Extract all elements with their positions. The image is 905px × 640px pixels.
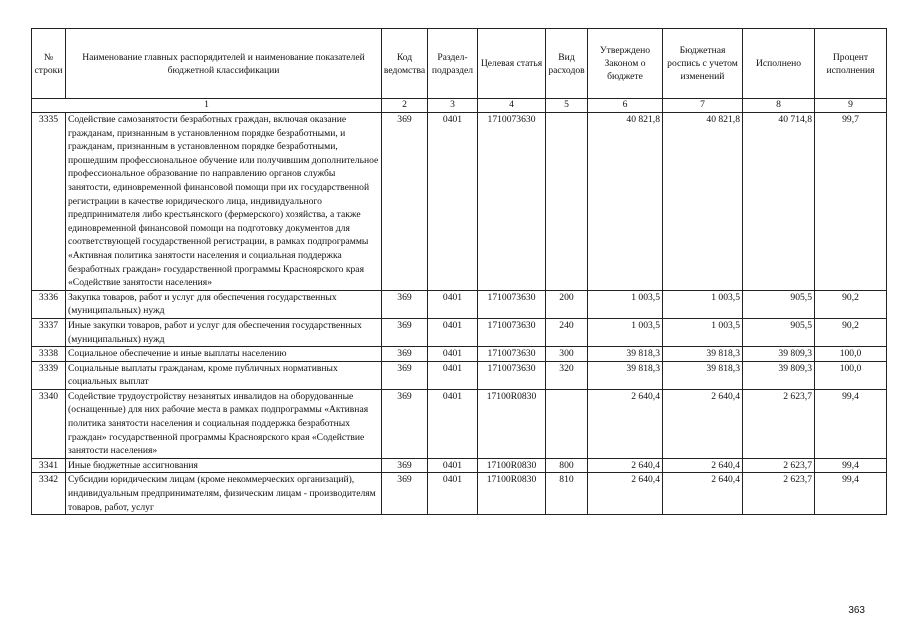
header-row-no: № строки bbox=[32, 29, 66, 99]
row-expense-type: 320 bbox=[546, 361, 588, 389]
row-execution-percent: 100,0 bbox=[815, 361, 887, 389]
row-section-code: 0401 bbox=[428, 318, 478, 346]
row-executed-amount: 39 809,3 bbox=[743, 347, 815, 362]
column-number-row bbox=[32, 99, 887, 113]
row-approved-amount: 2 640,4 bbox=[588, 473, 663, 515]
row-approved-amount: 2 640,4 bbox=[588, 458, 663, 473]
row-executed-amount: 40 714,8 bbox=[743, 113, 815, 291]
row-budget-list-amount: 2 640,4 bbox=[663, 458, 743, 473]
row-number: 3338 bbox=[32, 347, 66, 362]
row-executed-amount: 2 623,7 bbox=[743, 473, 815, 515]
row-section-code: 0401 bbox=[428, 458, 478, 473]
row-target-code: 1710073630 bbox=[478, 290, 546, 318]
row-dept-code: 369 bbox=[382, 347, 428, 362]
row-name: Иные закупки товаров, работ и услуг для обеспечения государственных (муниципальных) нужд bbox=[66, 318, 382, 346]
row-dept-code: 369 bbox=[382, 318, 428, 346]
row-approved-amount: 1 003,5 bbox=[588, 290, 663, 318]
table-row bbox=[32, 113, 887, 291]
column-number: 8 bbox=[743, 99, 815, 113]
header-percent: Процент исполнения bbox=[815, 29, 887, 99]
row-target-code: 17100R0830 bbox=[478, 473, 546, 515]
table-row bbox=[32, 347, 887, 362]
row-dept-code: 369 bbox=[382, 473, 428, 515]
page-number: 363 bbox=[848, 605, 865, 616]
row-target-code: 17100R0830 bbox=[478, 458, 546, 473]
row-expense-type bbox=[546, 389, 588, 458]
row-expense-type: 810 bbox=[546, 473, 588, 515]
row-name: Содействие трудоустройству незанятых инвалидов на оборудованные (оснащенные) для них рабочие места в рамках подпрограммы «Активная политика занятости населения и социальная поддержка безработных граждан» государственной программы Красноярского края «Содействие занятости населения» bbox=[66, 389, 382, 458]
row-approved-amount: 39 818,3 bbox=[588, 361, 663, 389]
header-target: Целевая статья bbox=[478, 29, 546, 99]
row-name: Закупка товаров, работ и услуг для обеспечения государственных (муниципальных) нужд bbox=[66, 290, 382, 318]
row-expense-type bbox=[546, 113, 588, 291]
row-section-code: 0401 bbox=[428, 361, 478, 389]
row-budget-list-amount: 40 821,8 bbox=[663, 113, 743, 291]
column-number: 1 bbox=[32, 99, 382, 113]
header-approved: Утверждено Законом о бюджете bbox=[588, 29, 663, 99]
table-row bbox=[32, 458, 887, 473]
budget-execution-table bbox=[31, 28, 887, 515]
row-approved-amount: 1 003,5 bbox=[588, 318, 663, 346]
column-number: 3 bbox=[428, 99, 478, 113]
row-target-code: 1710073630 bbox=[478, 318, 546, 346]
row-execution-percent: 99,4 bbox=[815, 389, 887, 458]
table-row bbox=[32, 290, 887, 318]
row-budget-list-amount: 39 818,3 bbox=[663, 347, 743, 362]
table-row bbox=[32, 318, 887, 346]
row-approved-amount: 39 818,3 bbox=[588, 347, 663, 362]
row-executed-amount: 2 623,7 bbox=[743, 458, 815, 473]
column-number: 2 bbox=[382, 99, 428, 113]
header-name: Наименование главных распорядителей и наименование показателей бюджетной классификации bbox=[66, 29, 382, 99]
header-exp-type: Вид расходов bbox=[546, 29, 588, 99]
row-number: 3336 bbox=[32, 290, 66, 318]
table-row bbox=[32, 473, 887, 515]
column-number: 4 bbox=[478, 99, 546, 113]
row-section-code: 0401 bbox=[428, 290, 478, 318]
row-section-code: 0401 bbox=[428, 389, 478, 458]
header-executed: Исполнено bbox=[743, 29, 815, 99]
row-expense-type: 300 bbox=[546, 347, 588, 362]
row-budget-list-amount: 2 640,4 bbox=[663, 473, 743, 515]
row-budget-list-amount: 1 003,5 bbox=[663, 290, 743, 318]
row-dept-code: 369 bbox=[382, 389, 428, 458]
row-target-code: 1710073630 bbox=[478, 347, 546, 362]
row-dept-code: 369 bbox=[382, 458, 428, 473]
row-execution-percent: 90,2 bbox=[815, 290, 887, 318]
row-execution-percent: 99,4 bbox=[815, 473, 887, 515]
row-name: Социальные выплаты гражданам, кроме публичных нормативных социальных выплат bbox=[66, 361, 382, 389]
row-budget-list-amount: 2 640,4 bbox=[663, 389, 743, 458]
header-row bbox=[32, 29, 887, 99]
row-number: 3342 bbox=[32, 473, 66, 515]
row-execution-percent: 99,4 bbox=[815, 458, 887, 473]
header-budget-list: Бюджетная роспись с учетом изменений bbox=[663, 29, 743, 99]
column-number: 9 bbox=[815, 99, 887, 113]
row-expense-type: 240 bbox=[546, 318, 588, 346]
row-number: 3340 bbox=[32, 389, 66, 458]
row-executed-amount: 905,5 bbox=[743, 290, 815, 318]
row-executed-amount: 905,5 bbox=[743, 318, 815, 346]
row-name: Субсидии юридическим лицам (кроме некоммерческих организаций), индивидуальным предпринимателям, физическим лицам - производителям товаров, работ, услуг bbox=[66, 473, 382, 515]
row-number: 3341 bbox=[32, 458, 66, 473]
row-number: 3335 bbox=[32, 113, 66, 291]
row-approved-amount: 2 640,4 bbox=[588, 389, 663, 458]
row-dept-code: 369 bbox=[382, 361, 428, 389]
row-name: Социальное обеспечение и иные выплаты населению bbox=[66, 347, 382, 362]
row-target-code: 1710073630 bbox=[478, 361, 546, 389]
row-approved-amount: 40 821,8 bbox=[588, 113, 663, 291]
column-number: 7 bbox=[663, 99, 743, 113]
row-executed-amount: 2 623,7 bbox=[743, 389, 815, 458]
row-budget-list-amount: 1 003,5 bbox=[663, 318, 743, 346]
row-section-code: 0401 bbox=[428, 473, 478, 515]
row-target-code: 17100R0830 bbox=[478, 389, 546, 458]
row-name: Содействие самозанятости безработных граждан, включая оказание гражданам, признанным в установленном порядке безработными, и гражданам, признанным в установленном порядке безработными, прошедшим профессиональное обучение или получившим дополнительное профессиональное образование по направлению органов службы занятости, единовременной финансовой помощи при их государственной регистрации в качестве юридического лица, индивидуального предпринимателя либо крестьянского (фермерского) хозяйства, а также единовременной финансовой помощи на подготовку документов для соответствующей государственной регистрации, в рамках подпрограммы «Активная политика занятости населения и социальная поддержка безработных граждан» государственной программы Красноярского края «Содействие занятости населения» bbox=[66, 113, 382, 291]
row-execution-percent: 90,2 bbox=[815, 318, 887, 346]
row-name: Иные бюджетные ассигнования bbox=[66, 458, 382, 473]
row-dept-code: 369 bbox=[382, 113, 428, 291]
row-dept-code: 369 bbox=[382, 290, 428, 318]
header-section: Раздел-подраздел bbox=[428, 29, 478, 99]
row-section-code: 0401 bbox=[428, 347, 478, 362]
column-number: 5 bbox=[546, 99, 588, 113]
row-number: 3337 bbox=[32, 318, 66, 346]
column-number: 6 bbox=[588, 99, 663, 113]
row-section-code: 0401 bbox=[428, 113, 478, 291]
table-row bbox=[32, 361, 887, 389]
row-budget-list-amount: 39 818,3 bbox=[663, 361, 743, 389]
row-execution-percent: 100,0 bbox=[815, 347, 887, 362]
row-executed-amount: 39 809,3 bbox=[743, 361, 815, 389]
row-expense-type: 200 bbox=[546, 290, 588, 318]
header-dept: Код ведомства bbox=[382, 29, 428, 99]
row-expense-type: 800 bbox=[546, 458, 588, 473]
row-execution-percent: 99,7 bbox=[815, 113, 887, 291]
row-target-code: 1710073630 bbox=[478, 113, 546, 291]
row-number: 3339 bbox=[32, 361, 66, 389]
table-row bbox=[32, 389, 887, 458]
